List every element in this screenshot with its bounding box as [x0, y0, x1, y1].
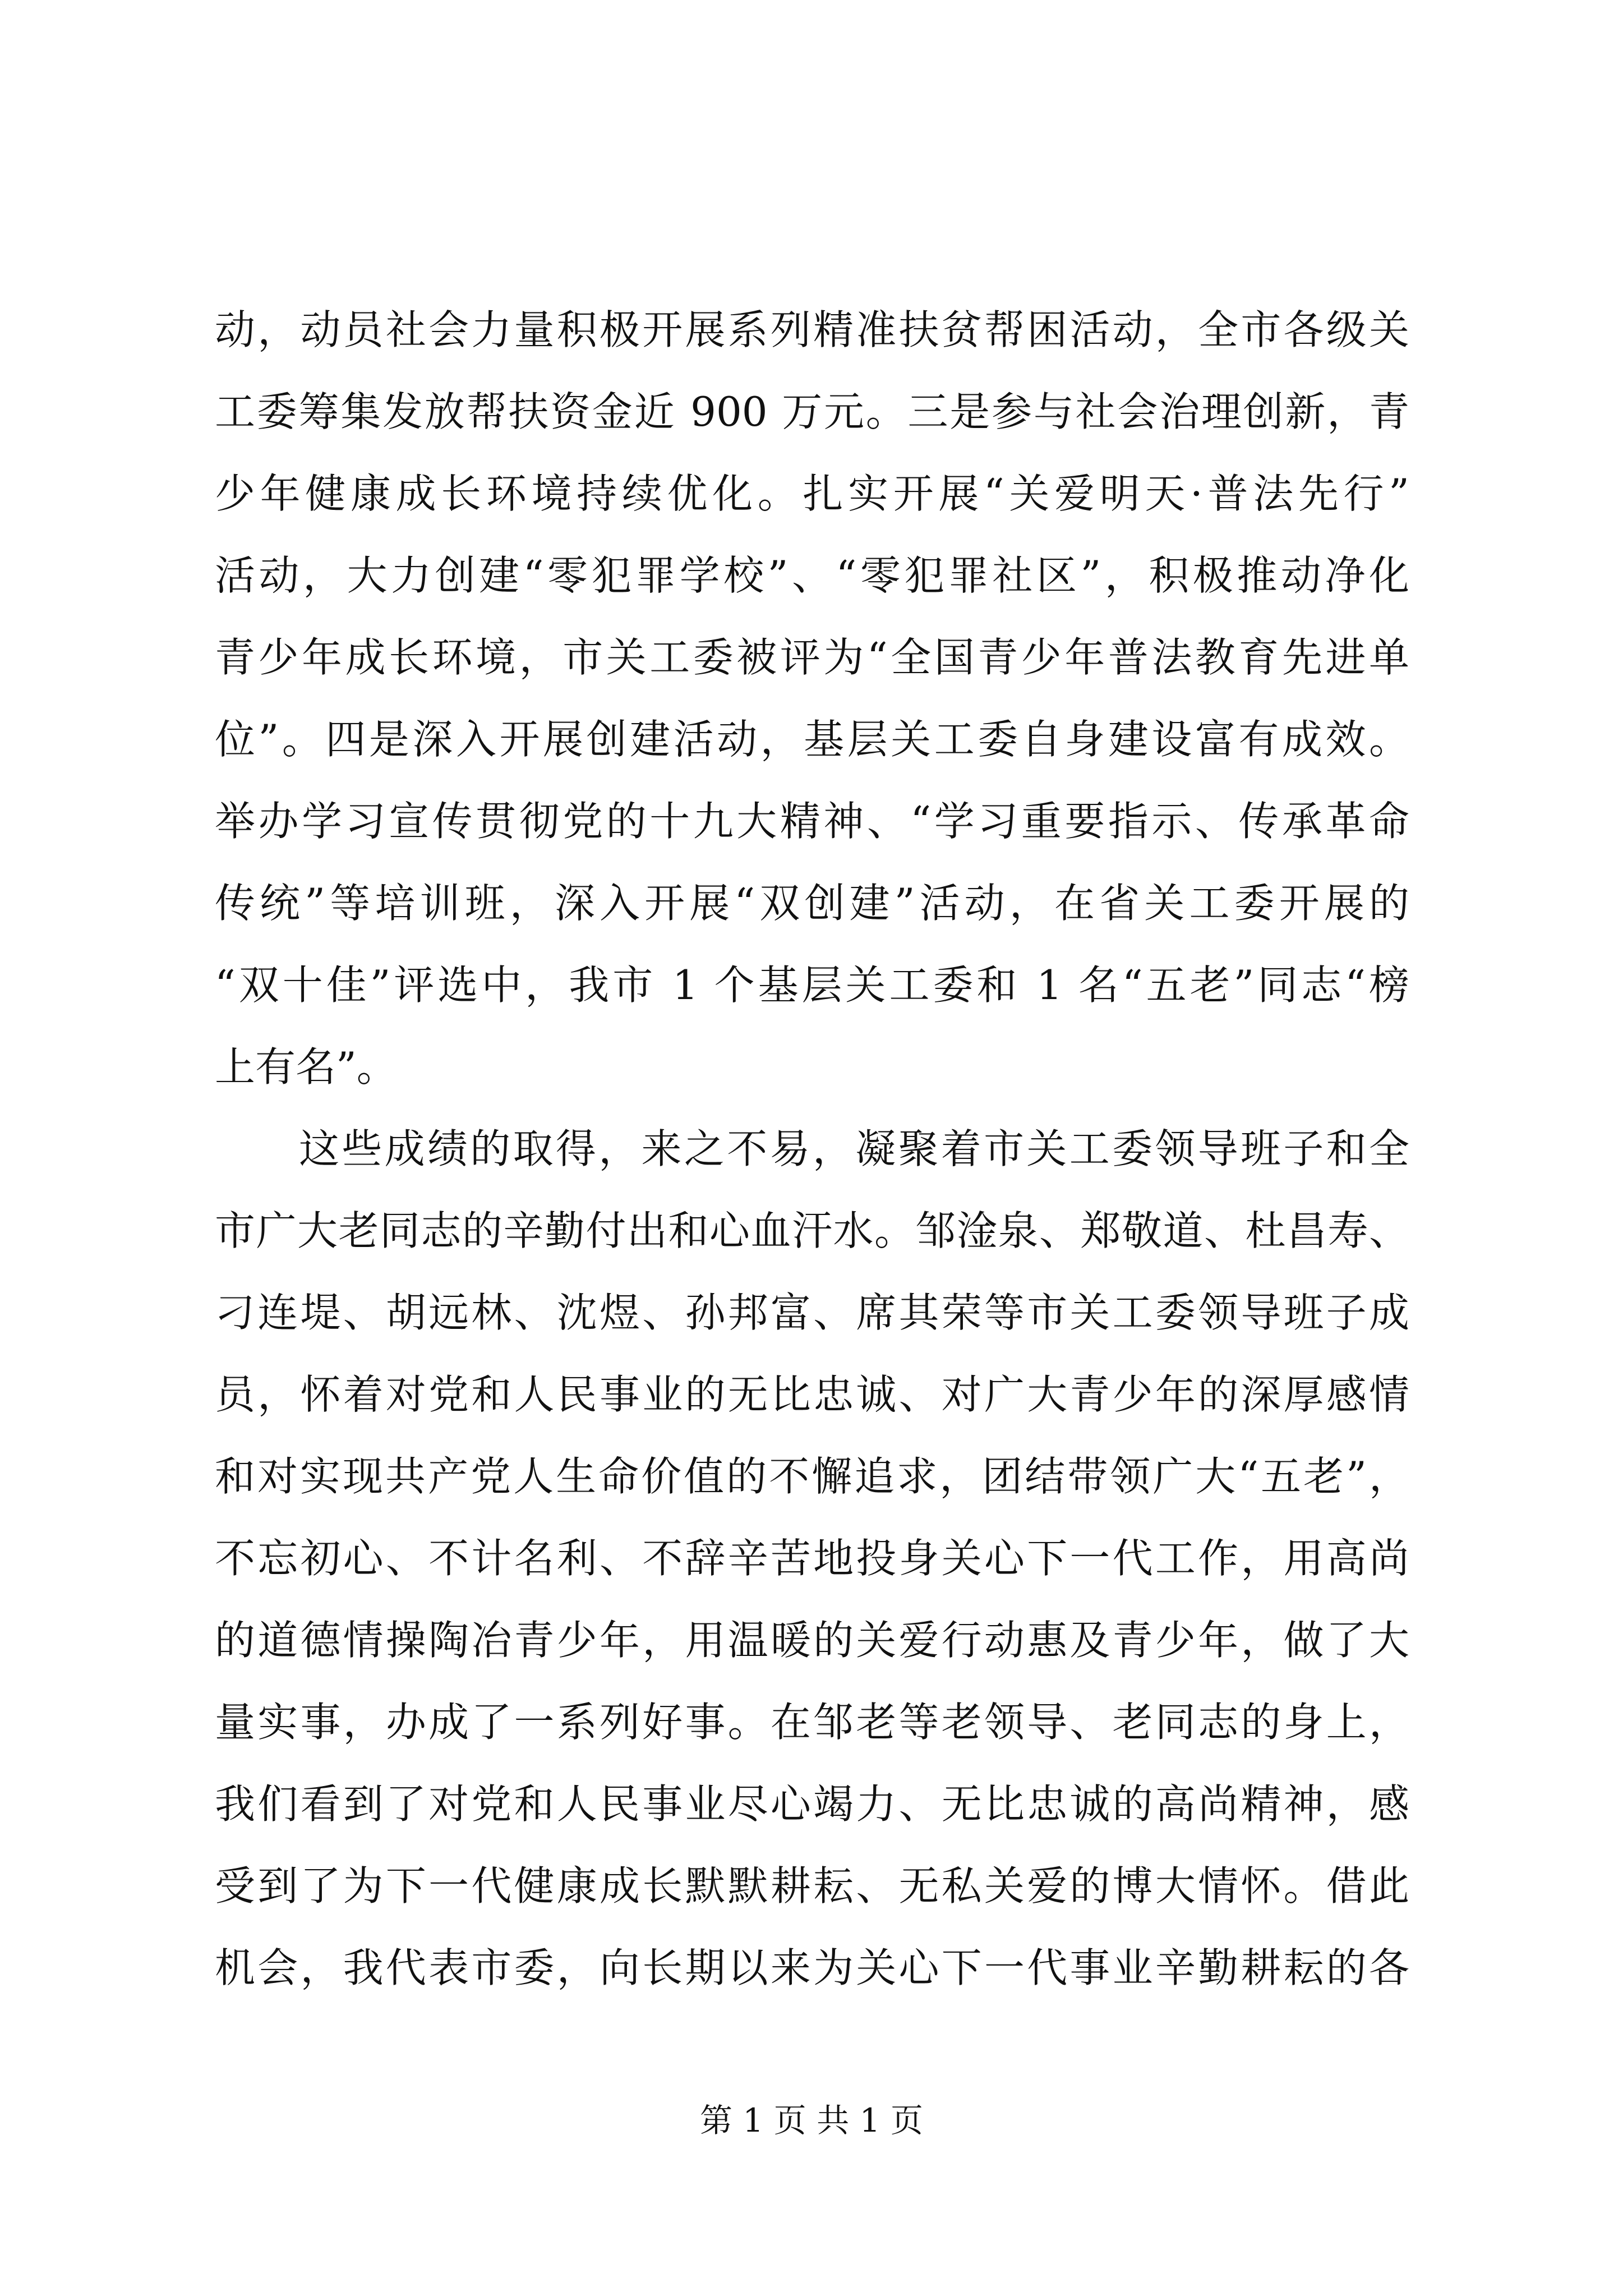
text-line: 机会，我代表市委，向长期以来为关心下一代事业辛勤耕耘的各 [215, 1944, 1409, 1991]
text-line: 工委筹集发放帮扶资金近 900 万元。三是参与社会治理创新，青 [215, 388, 1409, 435]
document-body [215, 289, 1409, 2009]
text-line: 受到了为下一代健康成长默默耕耘、无私关爱的博大情怀。借此 [215, 1862, 1409, 1910]
paragraph-1 [215, 289, 1409, 1108]
text-line: 员，怀着对党和人民事业的无比忠诚、对广大青少年的深厚感情 [215, 1371, 1409, 1418]
text-line: 刁连堤、胡远林、沈煜、孙邦富、席其荣等市关工委领导班子成 [215, 1289, 1409, 1336]
text-line: 和对实现共产党人生命价值的不懈追求，团结带领广大“五老”， [215, 1453, 1409, 1500]
text-line: 动，动员社会力量积极开展系列精准扶贫帮困活动，全市各级关 [215, 306, 1409, 353]
text-line: 市广大老同志的辛勤付出和心血汗水。邹淦泉、郑敬道、杜昌寿、 [215, 1207, 1409, 1254]
text-line: “双十佳”评选中，我市 1 个基层关工委和 1 名“五老”同志“榜 [215, 961, 1409, 1009]
text-line: 的道德情操陶冶青少年，用温暖的关爱行动惠及青少年，做了大 [215, 1617, 1409, 1664]
text-line: 传统”等培训班，深入开展“双创建”活动，在省关工委开展的 [215, 880, 1409, 927]
page-number-footer: 第 1 页 共 1 页 [700, 2101, 923, 2139]
text-line: 位”。四是深入开展创建活动，基层关工委自身建设富有成效。 [215, 716, 1409, 763]
text-line: 上有名”。 [215, 1043, 397, 1091]
text-line: 这些成绩的取得，来之不易，凝聚着市关工委领导班子和全 [299, 1125, 1409, 1172]
text-line: 不忘初心、不计名利、不辞辛苦地投身关心下一代工作，用高尚 [215, 1535, 1409, 1582]
text-line: 举办学习宣传贯彻党的十九大精神、“学习重要指示、传承革命 [215, 798, 1409, 845]
text-line: 量实事，办成了一系列好事。在邹老等老领导、老同志的身上， [215, 1699, 1409, 1746]
paragraph-2 [215, 1108, 1409, 2009]
text-line: 少年健康成长环境持续优化。扎实开展“关爱明天·普法先行” [215, 470, 1409, 517]
text-line: 我们看到了对党和人民事业尽心竭力、无比忠诚的高尚精神，感 [215, 1780, 1409, 1828]
text-line: 活动，大力创建“零犯罪学校”、“零犯罪社区”，积极推动净化 [215, 552, 1409, 599]
text-line: 青少年成长环境，市关工委被评为“全国青少年普法教育先进单 [215, 634, 1409, 681]
